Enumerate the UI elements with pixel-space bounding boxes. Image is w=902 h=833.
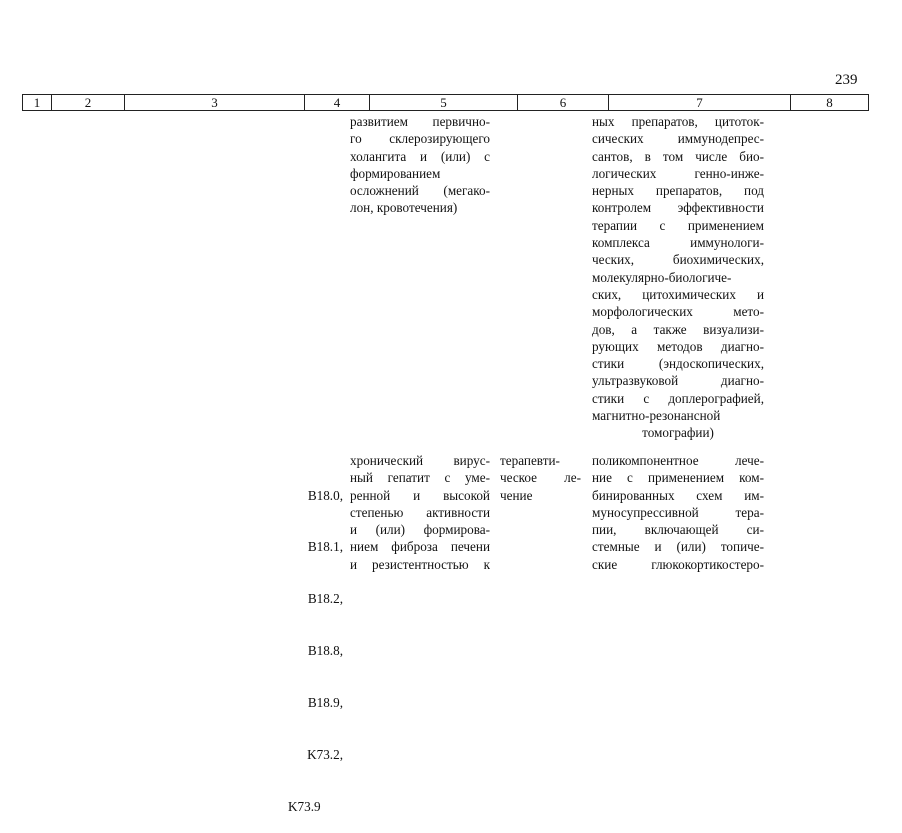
text-line: ческое ле- — [500, 470, 581, 486]
block1-col5-diagnosis — [350, 113, 490, 217]
text-line: магнитно-резонансной — [592, 408, 721, 424]
text-line: B18.9, — [307, 695, 343, 711]
table-header-row — [22, 94, 869, 111]
block2-col7-treatment — [592, 452, 764, 573]
text-line: бинированных схем им- — [592, 487, 764, 503]
page-number: 239 — [835, 72, 858, 88]
text-line: контролем эффективности — [592, 200, 764, 216]
text-line: степенью активности — [350, 504, 490, 520]
text-line: го склерозирующего — [350, 131, 490, 147]
text-line: ный гепатит с уме- — [350, 470, 490, 486]
text-line: и (или) формирова- — [350, 522, 490, 538]
column-number-1: 1 — [33, 95, 41, 110]
text-line: муносупрессивной тера- — [592, 504, 764, 520]
column-number-7: 7 — [608, 95, 790, 110]
text-line: нерных препаратов, под — [592, 183, 764, 199]
text-line: ных препаратов, цитоток- — [592, 114, 764, 129]
text-line: и резистентностью к — [350, 556, 490, 572]
column-number-5: 5 — [369, 95, 517, 110]
text-line: дов, а также визуализи- — [592, 321, 764, 337]
text-line: ние с применением ком- — [592, 470, 764, 486]
text-line: морфологических мето- — [592, 304, 764, 320]
text-line: ских, цитохимических и — [592, 286, 764, 302]
text-line: терапии с применением — [592, 217, 764, 233]
text-line: стики с доплерографией, — [592, 390, 764, 406]
column-number-3: 3 — [124, 95, 304, 110]
text-line: ческих, биохимических, — [592, 252, 764, 268]
text-line: B18.8, — [307, 643, 343, 659]
text-line: развитием первично- — [350, 114, 490, 129]
text-line: томографии) — [642, 425, 714, 441]
text-line: пии, включающей си- — [592, 522, 764, 538]
text-line: осложнений (мегако- — [350, 183, 490, 199]
text-line: сантов, в том числе био- — [592, 148, 764, 164]
text-line: поликомпонентное лече- — [592, 453, 764, 468]
text-line: лон, кровотечения) — [350, 200, 458, 216]
block2-col4-icd-codes — [283, 452, 343, 833]
block1-col7-treatment — [592, 113, 764, 442]
text-line: терапевти- — [500, 453, 560, 468]
text-line: нием фиброза печени — [350, 539, 490, 555]
text-line: стики (эндоскопических, — [592, 356, 764, 372]
text-line: сических иммунодепрес- — [592, 131, 764, 147]
block2-col5-diagnosis — [350, 452, 490, 573]
text-line: B18.1, — [307, 539, 343, 555]
text-line: логических генно-инже- — [592, 165, 764, 181]
text-line: чение — [500, 487, 533, 503]
text-line: ренной и высокой — [350, 487, 490, 503]
text-line: K73.2, — [307, 747, 343, 763]
text-line: рующих методов диагно- — [592, 338, 764, 354]
text-line: стемные и (или) топиче- — [592, 539, 764, 555]
text-line: комплекса иммунологи- — [592, 235, 764, 251]
text-line: формированием — [350, 165, 441, 181]
text-line: холангита и (или) с — [350, 148, 490, 164]
column-number-2: 2 — [51, 95, 124, 110]
column-number-4: 4 — [304, 95, 369, 110]
text-line: ультразвуковой диагно- — [592, 373, 764, 389]
column-number-6: 6 — [517, 95, 608, 110]
column-number-8: 8 — [790, 95, 868, 110]
text-line: K73.9 — [288, 798, 321, 814]
block2-col6-treatment-type — [500, 452, 581, 504]
text-line: молекулярно-биологиче- — [592, 269, 732, 285]
text-line: B18.2, — [307, 591, 343, 607]
text-line: B18.0, — [307, 487, 343, 503]
text-line: ские глюкокортикостеро- — [592, 556, 764, 572]
text-line: хронический вирус- — [350, 453, 490, 468]
